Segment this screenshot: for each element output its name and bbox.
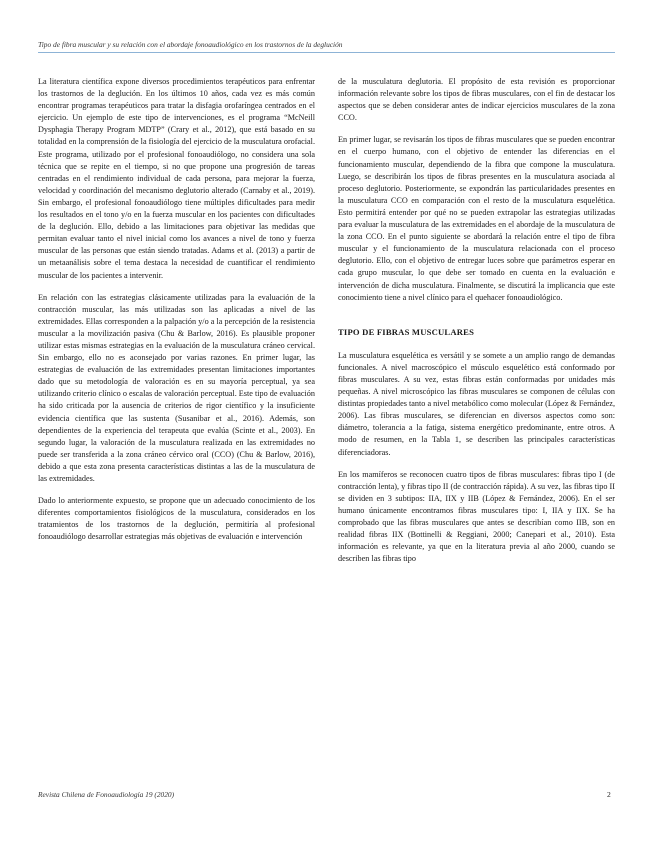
- body-paragraph: Dado lo anteriormente expuesto, se propone que un adecuado conocimiento de los diferentes comportamientos fisiológicos de la musculatura, considerados en los tratamientos de los trastornos de la deglución, permitiría al profesional fonoaudiólogo desarrollar estrategias más objetivas de evaluación e intervención: [38, 496, 315, 542]
- section-heading: TIPO DE FIBRAS MUSCULARES: [338, 326, 475, 337]
- body-paragraph: de la musculatura deglutoria. El propósito de esta revisión es proporcionar información relevante sobre los tipos de fibras musculares, con el fin de destacar los aspectos que se deben considerar antes de indicar ejercicios musculares de la zona CCO.: [338, 77, 615, 123]
- left-column: [38, 76, 315, 776]
- header-rule: [38, 52, 615, 53]
- right-column: [338, 76, 615, 776]
- footer-journal: Revista Chilena de Fonoaudiología 19 (2020): [38, 790, 175, 799]
- page-number: 2: [607, 790, 611, 799]
- body-paragraph: En primer lugar, se revisarán los tipos de fibras musculares que se pueden encontrar en el cuerpo humano, con el objetivo de entender las diferencias en el funcionamiento muscular, dependiendo de la fibra que compone la musculatura. Luego, se describirán los tipos de fibras presentes en la musculatura asociada al proceso deglutorio. Posteriormente, se expondrán las particularidades presentes en la musculatura CCO en comparación con el resto de la musculatura esquelética. Esto permitirá entender por qué no se pueden extrapolar las estrategias utilizadas para evaluar la musculatura de las extremidades en el abordaje de la musculatura de la zona CCO. En el punto siguiente se abordará la relación entre el tipo de fibra muscular y el funcionamiento de la musculatura relacionada con el proceso deglutorio. Ello, con el objetivo de entregar luces sobre que parámetros esperar en cada grupo muscular, lo que debe ser tomado en cuenta en la evaluación e intervención de dicha musculatura. Finalmente, se discutirá la implicancia que este conocimiento tiene a nivel clínico para el quehacer fonoaudiológico.: [338, 135, 615, 302]
- body-paragraph: La musculatura esquelética es versátil y se somete a un amplio rango de demandas funcionales. A nivel macroscópico el músculo esquelético está conformado por fibras musculares. A su vez, estas fibras están conformadas por unidades más pequeñas. A nivel microscópico las fibras musculares se componen de células con distintas propiedades tanto a nivel metabólico como molecular (López & Fernández, 2006). Las fibras musculares, se diferencian en diversos aspectos como son: diámetro, tolerancia a la fatiga, sistema energético predominante, entre otros. A modo de resumen, en la Tabla 1, se describen las principales características diferenciadoras.: [338, 350, 615, 457]
- body-paragraph: En los mamíferos se reconocen cuatro tipos de fibras musculares: fibras tipo I (de contracción lenta), y fibras tipo II (de contracción rápida). A su vez, las fibras tipo II se dividen en 3 subtipos: IIA, IIX y IIB (López & Fernández, 2006). En el ser humano únicamente encontramos fibras musculares tipo: I, IIA y IIX. Se ha comprobado que las fibras musculares que antes se describían como IIB, son en realidad fibras IIX (Bottinelli & Reggiani, 2000; Canepari et al., 2010). Esta información es relevante, ya que en la literatura previa al año 2000, cuando se describen las fibras tipo: [338, 469, 615, 564]
- body-paragraph: La literatura científica expone diversos procedimientos terapéuticos para enfrentar los trastornos de la deglución. En los últimos 10 años, cada vez es más común encontrar programas terapéuticos para tratar la disfagia orofaríngea centrados en el ejercicio. Un ejemplo de este tipo de intervenciones, es el programa “McNeill Dysphagia Therapy Program MDTP” (Crary et al., 2012), que está basado en su totalidad en la comprensión de la fisiología del ejercicio de la musculatura orofacial. Este programa, utilizado por el profesional fonoaudiólogo, no considera una sola técnica que se repite en el tiempo, si no que propone una progresión de tareas centradas en el rendimiento individual de cada persona, para mejorar la fuerza, velocidad y coordinación del mecanismo deglutorio alterado (Carnaby et al., 2019). Sin embargo, el profesional fonoaudiólogo tiene múltiples dificultades para medir los resultados en el tono y/o en la fuerza muscular en los pacientes con dificultades de la deglución. Ello, debido a las limitaciones para objetivar las medidas que permitan evaluar tanto el nivel inicial como los avances a nivel de tono y fuerza muscular de las personas que están siendo tratadas. Adams et al. (2013) a partir de un metaanálisis sobre el tema destaca la necesidad de cuantificar el rendimiento muscular de los pacientes a intervenir.: [38, 77, 315, 280]
- running-head: Tipo de fibra muscular y su relación con el abordaje fonoaudiológico en los trastornos de la deglución: [38, 40, 343, 49]
- body-paragraph: En relación con las estrategias clásicamente utilizadas para la evaluación de la contracción muscular, las más utilizadas son las aplicadas a nivel de las extremidades. Ellas corresponden a la palpación y/o a la percepción de la resistencia muscular a la movilización pasiva (Chu & Barlow, 2016). Es plausible proponer utilizar estas mismas estrategias en la evaluación de la musculatura cráneo cervical. Sin embargo, ello no es aconsejado por varias razones. En primer lugar, las estrategias de evaluación de las extremidades presentan limitaciones importantes dado que su metodología de valoración es en su mayoría perceptual, ya sea utilizando criterio clínico o escalas de valoración perceptual. Este tipo de evaluación ha sido criticada por la ausencia de criterios de rigor científico y la insuficiente evidencia científica que las sustenta (Susanibar et al., 2016). Además, son dependientes de la experiencia del terapeuta que evalúa (Scinte et al., 2003). En segundo lugar, la valoración de la musculatura realizada en las extremidades no puede ser transferida a la zona cráneo cérvico oral (CCO) (Chu & Barlow, 2016), debido a que esta zona presenta características distintas a las de la musculatura de las extremidades.: [38, 292, 315, 483]
